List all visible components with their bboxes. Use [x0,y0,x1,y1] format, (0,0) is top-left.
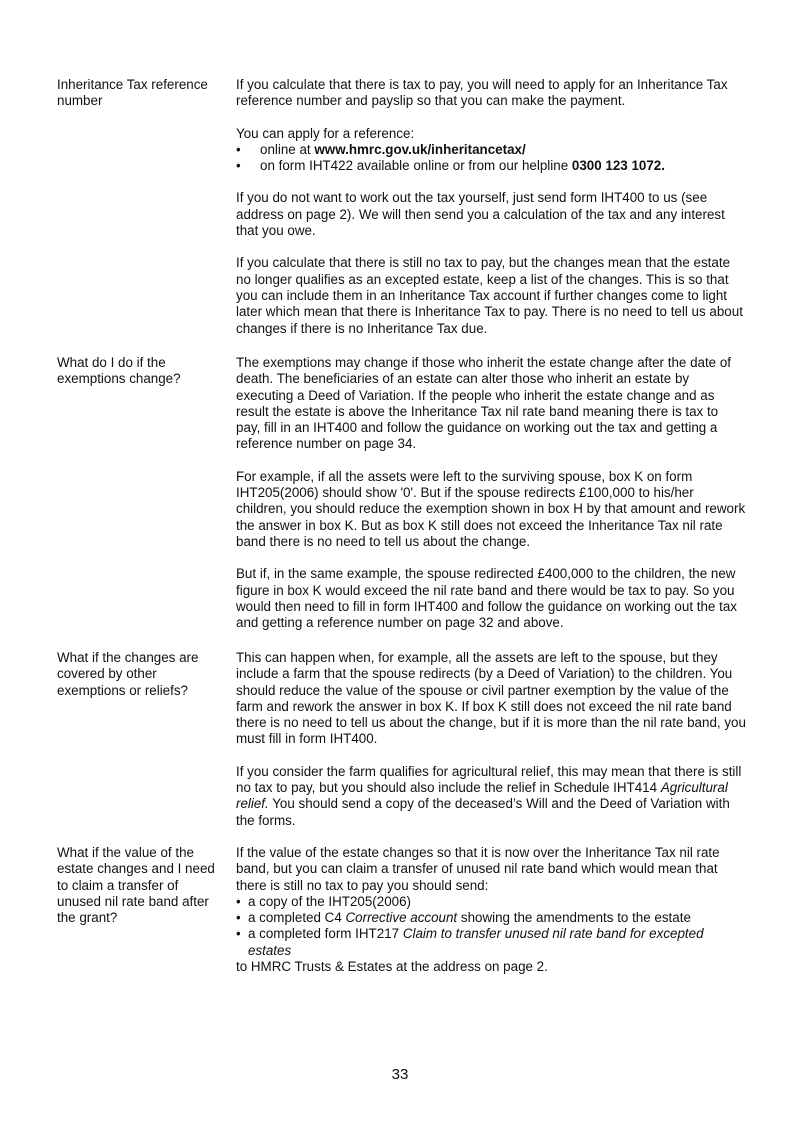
section-body [236,845,746,975]
paragraph: The exemptions may change if those who inherit the estate change after the date of death. The beneficiaries of an estate can alter those who inherit an estate by executing a Deed of Variation. If the people who inherit the estate change and as result the estate is above the Inheritance Tax nil rate band meaning there is tax to pay, fill in an IHT400 and follow the guidance on working out the tax and getting a reference number on page 34. [236,355,732,452]
paragraph: If the value of the estate changes so that it is now over the Inheritance Tax nil rate band, but you can claim a transfer of unused nil rate band which would mean that there is still no tax to pay you should send: [236,845,720,893]
list-item-text: showing the amendments to the estate [457,910,691,926]
apply-options-list [236,142,746,175]
paragraph-text: If you consider the farm qualifies for agricultural relief, this may mean that there is still no tax to pay, but you should also include the relief in Schedule IHT414 [236,763,742,796]
list-item: • a copy of the IHT205(2006) [236,894,746,910]
closing-text: to HMRC Trusts & Estates at the address on page 2. [236,959,548,975]
paragraph: If you do not want to work out the tax yourself, just send form IHT400 to us (see address on page 2). We will then send you a calculation of the tax and any interest that you owe. [236,190,725,239]
list-item-text: a completed C4 [248,910,346,926]
list-item-text: online at [260,141,315,157]
list-item [236,142,746,158]
section-body [236,650,746,845]
list-item [236,910,746,926]
section-body [236,355,746,647]
section-label: Inheritance Tax reference number [57,77,208,109]
paragraph: But if, in the same example, the spouse redirected £400,000 to the children, the new figure in box K would exceed the nil rate band and there would be tax to pay. So you would then need to fill in form IHT400 and follow the guidance on working out the tax and getting a reference number on page 32 and above. [236,566,737,631]
paragraph: This can happen when, for example, all the assets are left to the spouse, but they include a farm that the spouse redirects (by a Deed of Variation) to the children. You should reduce the value of the spouse or civil partner exemption by the value of the farm and rework the answer in box K. If box K still does not exceed the nil rate band there is no need to tell us about the change, but if it is more than the nil rate band, you must fill in form IHT400. [236,650,746,747]
paragraph [236,764,746,829]
paragraph: If you calculate that there is still no tax to pay, but the changes mean that the estate no longer qualifies as an excepted estate, keep a list of the changes. This is so that you can include them in an Inheritance Tax account if further changes come to light later which mean that there is Inheritance Tax to pay. There is no need to tell us about changes if there is no Inheritance Tax due. [236,255,743,336]
paragraph: For example, if all the assets were left to the surviving spouse, box K on form IHT205(2006) should show '0'. But if the spouse redirects £100,000 to his/her children, you should reduce the exemption shown in box H by that amount and rework the answer in box K. But as box K still does not exceed the Inheritance Tax nil rate band there is no need to tell us about the change. [236,468,746,549]
section-label: What if the changes are covered by other exemptions or reliefs? [57,650,199,698]
form-title: Corrective account [345,910,458,926]
section-label: What do I do if the exemptions change? [57,355,181,387]
paragraph-intro: You can apply for a reference: [236,125,415,141]
page-number: 33 [391,1066,409,1083]
paragraph: If you calculate that there is tax to pay, you will need to apply for an Inheritance Tax reference number and payslip so that you can make the payment. [236,77,728,109]
form-title: Claim to transfer unused nil rate band for excepted estates [248,926,704,958]
list-item [236,926,746,959]
list-item [236,158,746,174]
section-label: What if the value of the estate changes and I need to claim a transfer of unused nil rate band after the grant? [57,845,215,926]
schedule-title: Agricultural relief. [236,780,728,812]
helpline-number: 0300 123 1072. [571,158,665,174]
list-item-text: on form IHT422 available online or from our helpline [260,158,572,174]
list-item-text: a completed form IHT217 [248,926,403,942]
documents-list [236,894,746,959]
website-link[interactable]: www.hmrc.gov.uk/inheritancetax/ [314,141,526,157]
paragraph-text: You should send a copy of the deceased’s Will and the Deed of Variation with the forms. [236,796,730,828]
section-body [236,77,746,353]
